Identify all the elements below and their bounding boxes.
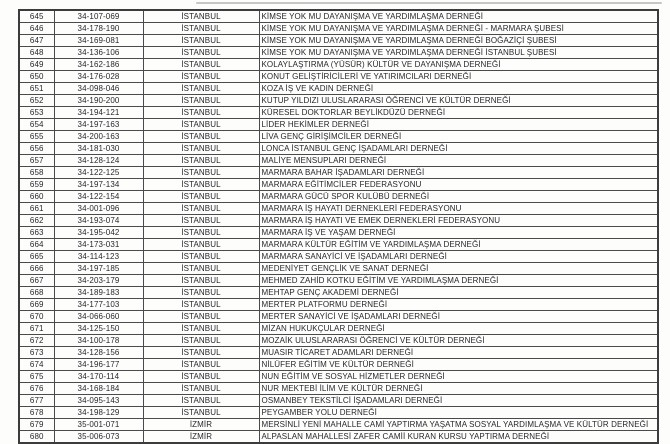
organization-name-cell: MARMARA İŞ HAYATI VE EMEK DERNEKLERİ FEDERASYONU bbox=[259, 215, 658, 227]
row-number-cell: 674 bbox=[19, 359, 54, 371]
organization-name-cell: KİMSE YOK MU DAYANIŞMA VE YARDIMLAŞMA DERNEĞİ İSTANBUL ŞUBESİ bbox=[259, 47, 658, 59]
table-row bbox=[19, 203, 658, 215]
province-cell: İSTANBUL bbox=[143, 83, 259, 95]
registration-code-cell: 34-197-134 bbox=[54, 179, 143, 191]
organization-name-cell: LİDER HEKİMLER DERNEĞİ bbox=[259, 119, 658, 131]
organization-name-cell: NİLÜFER EĞİTİM VE KÜLTÜR DERNEĞİ bbox=[259, 359, 658, 371]
organization-name-cell: KÜRESEL DOKTORLAR BEYLİKDÜZÜ DERNEĞİ bbox=[259, 107, 658, 119]
table-row bbox=[19, 335, 658, 347]
registration-code-cell: 34-169-081 bbox=[54, 35, 143, 47]
province-cell: İSTANBUL bbox=[143, 10, 259, 23]
row-number-cell: 678 bbox=[19, 407, 54, 419]
organization-name-cell: MUASIR TİCARET ADAMLARI DERNEĞİ bbox=[259, 347, 658, 359]
table-row bbox=[19, 287, 658, 299]
table-row bbox=[19, 83, 658, 95]
row-number-cell: 671 bbox=[19, 323, 54, 335]
row-number-cell: 663 bbox=[19, 227, 54, 239]
registration-code-cell: 34-098-046 bbox=[54, 83, 143, 95]
organization-name-cell: ALPASLAN MAHALLESİ ZAFER CAMİİ KURAN KURSU YAPTIRMA DERNEĞİ bbox=[259, 431, 658, 444]
organization-name-cell: MARMARA İŞ HAYATI DERNEKLERİ FEDERASYONU bbox=[259, 203, 658, 215]
province-cell: İSTANBUL bbox=[143, 335, 259, 347]
province-cell: İSTANBUL bbox=[143, 119, 259, 131]
registration-code-cell: 34-196-177 bbox=[54, 359, 143, 371]
organization-name-cell: NUN EĞİTİM VE SOSYAL HİZMETLER DERNEĞİ bbox=[259, 371, 658, 383]
table-row bbox=[19, 323, 658, 335]
organization-name-cell: MERSİNLİ YENİ MAHALLE CAMİ YAPTIRMA YAŞATMA SOSYAL YARDIMLAŞMA VE KÜLTÜR DERNEĞİ bbox=[259, 419, 658, 431]
registration-code-cell: 34-194-121 bbox=[54, 107, 143, 119]
registration-code-cell: 35-006-073 bbox=[54, 431, 143, 444]
province-cell: İSTANBUL bbox=[143, 71, 259, 83]
table-row bbox=[19, 371, 658, 383]
scan-artifact-line bbox=[196, 2, 662, 4]
registration-code-cell: 34-114-123 bbox=[54, 251, 143, 263]
registration-code-cell: 34-162-186 bbox=[54, 59, 143, 71]
table-row bbox=[19, 419, 658, 431]
registration-code-cell: 34-107-069 bbox=[54, 10, 143, 23]
province-cell: İSTANBUL bbox=[143, 179, 259, 191]
row-number-cell: 673 bbox=[19, 347, 54, 359]
organizations-table bbox=[18, 9, 659, 444]
province-cell: İSTANBUL bbox=[143, 95, 259, 107]
province-cell: İSTANBUL bbox=[143, 203, 259, 215]
organization-name-cell: KOZA İŞ VE KADIN DERNEĞİ bbox=[259, 83, 658, 95]
registration-code-cell: 34-095-143 bbox=[54, 395, 143, 407]
table-row bbox=[19, 107, 658, 119]
row-number-cell: 646 bbox=[19, 23, 54, 35]
province-cell: İSTANBUL bbox=[143, 23, 259, 35]
table-row bbox=[19, 191, 658, 203]
row-number-cell: 672 bbox=[19, 335, 54, 347]
registration-code-cell: 34-066-060 bbox=[54, 311, 143, 323]
province-cell: İSTANBUL bbox=[143, 311, 259, 323]
row-number-cell: 668 bbox=[19, 287, 54, 299]
province-cell: İSTANBUL bbox=[143, 323, 259, 335]
organization-name-cell: KİMSE YOK MU DAYANIŞMA VE YARDIMLAŞMA DERNEĞİ bbox=[259, 10, 658, 23]
row-number-cell: 648 bbox=[19, 47, 54, 59]
row-number-cell: 667 bbox=[19, 275, 54, 287]
registration-code-cell: 34-176-028 bbox=[54, 71, 143, 83]
row-number-cell: 662 bbox=[19, 215, 54, 227]
province-cell: İSTANBUL bbox=[143, 359, 259, 371]
row-number-cell: 677 bbox=[19, 395, 54, 407]
province-cell: İSTANBUL bbox=[143, 239, 259, 251]
province-cell: İSTANBUL bbox=[143, 395, 259, 407]
table-row bbox=[19, 299, 658, 311]
row-number-cell: 650 bbox=[19, 71, 54, 83]
row-number-cell: 679 bbox=[19, 419, 54, 431]
registration-code-cell: 34-136-106 bbox=[54, 47, 143, 59]
table-row bbox=[19, 59, 658, 71]
table-row bbox=[19, 131, 658, 143]
organization-name-cell: PEYGAMBER YOLU DERNEĞİ bbox=[259, 407, 658, 419]
registration-code-cell: 34-122-125 bbox=[54, 167, 143, 179]
organization-name-cell: KİMSE YOK MU DAYANIŞMA VE YARDIMLAŞMA DERNEĞİ - MARMARA ŞUBESİ bbox=[259, 23, 658, 35]
registration-code-cell: 34-181-030 bbox=[54, 143, 143, 155]
province-cell: İSTANBUL bbox=[143, 131, 259, 143]
table-row bbox=[19, 347, 658, 359]
table-row bbox=[19, 239, 658, 251]
organization-name-cell: NUR MEKTEBİ İLİM VE KÜLTÜR DERNEĞİ bbox=[259, 383, 658, 395]
province-cell: İSTANBUL bbox=[143, 191, 259, 203]
province-cell: İSTANBUL bbox=[143, 275, 259, 287]
table-row bbox=[19, 431, 658, 444]
row-number-cell: 659 bbox=[19, 179, 54, 191]
row-number-cell: 655 bbox=[19, 131, 54, 143]
province-cell: İSTANBUL bbox=[143, 383, 259, 395]
registration-code-cell: 34-100-178 bbox=[54, 335, 143, 347]
organization-name-cell: MEHMED ZAHİD KOTKU EĞİTİM VE YARDIMLAŞMA DERNEĞİ bbox=[259, 275, 658, 287]
organization-name-cell: MARMARA SANAYİCİ VE İŞADAMLARI DERNEĞİ bbox=[259, 251, 658, 263]
organization-name-cell: MARMARA GÜCÜ SPOR KULÜBÜ DERNEĞİ bbox=[259, 191, 658, 203]
organization-name-cell: MERTER SANAYİCİ VE İŞADAMLARI DERNEĞİ bbox=[259, 311, 658, 323]
organization-name-cell: MİZAN HUKUKÇULAR DERNEĞİ bbox=[259, 323, 658, 335]
organizations-table-body bbox=[19, 10, 658, 443]
table-row bbox=[19, 179, 658, 191]
row-number-cell: 653 bbox=[19, 107, 54, 119]
table-row bbox=[19, 95, 658, 107]
row-number-cell: 657 bbox=[19, 155, 54, 167]
province-cell: İSTANBUL bbox=[143, 299, 259, 311]
registration-code-cell: 34-128-156 bbox=[54, 347, 143, 359]
registration-code-cell: 34-168-184 bbox=[54, 383, 143, 395]
registration-code-cell: 34-195-042 bbox=[54, 227, 143, 239]
province-cell: İSTANBUL bbox=[143, 371, 259, 383]
row-number-cell: 654 bbox=[19, 119, 54, 131]
registration-code-cell: 34-198-129 bbox=[54, 407, 143, 419]
province-cell: İSTANBUL bbox=[143, 227, 259, 239]
organization-name-cell: LONCA İSTANBUL GENÇ İŞADAMLARI DERNEĞİ bbox=[259, 143, 658, 155]
row-number-cell: 651 bbox=[19, 83, 54, 95]
province-cell: İSTANBUL bbox=[143, 35, 259, 47]
registration-code-cell: 34-189-183 bbox=[54, 287, 143, 299]
registration-code-cell: 35-001-071 bbox=[54, 419, 143, 431]
row-number-cell: 652 bbox=[19, 95, 54, 107]
organization-name-cell: LİVA GENÇ GİRİŞİMCİLER DERNEĞİ bbox=[259, 131, 658, 143]
table-row bbox=[19, 227, 658, 239]
province-cell: İSTANBUL bbox=[143, 263, 259, 275]
table-row bbox=[19, 263, 658, 275]
province-cell: İSTANBUL bbox=[143, 59, 259, 71]
registration-code-cell: 34-190-200 bbox=[54, 95, 143, 107]
registration-code-cell: 34-122-154 bbox=[54, 191, 143, 203]
organization-name-cell: MARMARA İŞ VE YAŞAM DERNEĞİ bbox=[259, 227, 658, 239]
row-number-cell: 649 bbox=[19, 59, 54, 71]
row-number-cell: 675 bbox=[19, 371, 54, 383]
table-row bbox=[19, 119, 658, 131]
organization-name-cell: MALİYE MENSUPLARI DERNEĞİ bbox=[259, 155, 658, 167]
row-number-cell: 680 bbox=[19, 431, 54, 444]
organization-name-cell: MERTER PLATFORMU DERNEĞİ bbox=[259, 299, 658, 311]
organization-name-cell: MOZAİK ULUSLARARASI ÖĞRENCİ VE KÜLTÜR DERNEĞİ bbox=[259, 335, 658, 347]
registration-code-cell: 34-128-124 bbox=[54, 155, 143, 167]
organization-name-cell: KUTUP YILDIZI ULUSLARARASI ÖĞRENCİ VE KÜLTÜR DERNEĞİ bbox=[259, 95, 658, 107]
row-number-cell: 664 bbox=[19, 239, 54, 251]
province-cell: İSTANBUL bbox=[143, 155, 259, 167]
registration-code-cell: 34-193-074 bbox=[54, 215, 143, 227]
registration-code-cell: 34-200-163 bbox=[54, 131, 143, 143]
registration-code-cell: 34-197-185 bbox=[54, 263, 143, 275]
province-cell: İSTANBUL bbox=[143, 347, 259, 359]
row-number-cell: 665 bbox=[19, 251, 54, 263]
province-cell: İSTANBUL bbox=[143, 287, 259, 299]
registration-code-cell: 34-203-179 bbox=[54, 275, 143, 287]
row-number-cell: 670 bbox=[19, 311, 54, 323]
organization-name-cell: KONUT GELİŞTİRİCİLERİ VE YATIRIMCILARI DERNEĞİ bbox=[259, 71, 658, 83]
table-row bbox=[19, 215, 658, 227]
table-row bbox=[19, 23, 658, 35]
table-row bbox=[19, 359, 658, 371]
province-cell: İSTANBUL bbox=[143, 107, 259, 119]
registration-code-cell: 34-173-031 bbox=[54, 239, 143, 251]
table-row bbox=[19, 275, 658, 287]
registration-code-cell: 34-170-114 bbox=[54, 371, 143, 383]
table-row bbox=[19, 311, 658, 323]
organization-name-cell: OSMANBEY TEKSTİLCİ İŞADAMLARI DERNEĞİ bbox=[259, 395, 658, 407]
table-row bbox=[19, 383, 658, 395]
table-row bbox=[19, 47, 658, 59]
province-cell: İZMİR bbox=[143, 431, 259, 444]
organization-name-cell: MEDENİYET GENÇLİK VE SANAT DERNEĞİ bbox=[259, 263, 658, 275]
registration-code-cell: 34-177-103 bbox=[54, 299, 143, 311]
province-cell: İSTANBUL bbox=[143, 407, 259, 419]
organization-name-cell: MEHTAP GENÇ AKADEMİ DERNEĞİ bbox=[259, 287, 658, 299]
table-row bbox=[19, 395, 658, 407]
table-row bbox=[19, 35, 658, 47]
table-row bbox=[19, 407, 658, 419]
organization-name-cell: MARMARA EĞİTİMCİLER FEDERASYONU bbox=[259, 179, 658, 191]
province-cell: İSTANBUL bbox=[143, 215, 259, 227]
registration-code-cell: 34-001-096 bbox=[54, 203, 143, 215]
row-number-cell: 647 bbox=[19, 35, 54, 47]
province-cell: İSTANBUL bbox=[143, 167, 259, 179]
table-row bbox=[19, 71, 658, 83]
row-number-cell: 666 bbox=[19, 263, 54, 275]
registration-code-cell: 34-178-190 bbox=[54, 23, 143, 35]
row-number-cell: 656 bbox=[19, 143, 54, 155]
row-number-cell: 645 bbox=[19, 10, 54, 23]
row-number-cell: 676 bbox=[19, 383, 54, 395]
table-row bbox=[19, 10, 658, 23]
row-number-cell: 661 bbox=[19, 203, 54, 215]
table-row bbox=[19, 167, 658, 179]
table-row bbox=[19, 143, 658, 155]
registration-code-cell: 34-197-163 bbox=[54, 119, 143, 131]
province-cell: İZMİR bbox=[143, 419, 259, 431]
province-cell: İSTANBUL bbox=[143, 251, 259, 263]
table-row bbox=[19, 155, 658, 167]
row-number-cell: 658 bbox=[19, 167, 54, 179]
province-cell: İSTANBUL bbox=[143, 47, 259, 59]
row-number-cell: 669 bbox=[19, 299, 54, 311]
organization-name-cell: MARMARA KÜLTÜR EĞİTİM VE YARDIMLAŞMA DERNEĞİ bbox=[259, 239, 658, 251]
organization-name-cell: MARMARA BAHAR İŞADAMLARI DERNEĞİ bbox=[259, 167, 658, 179]
row-number-cell: 660 bbox=[19, 191, 54, 203]
organization-name-cell: KİMSE YOK MU DAYANIŞMA VE YARDIMLAŞMA DERNEĞİ BOĞAZİÇİ ŞUBESİ bbox=[259, 35, 658, 47]
table-row bbox=[19, 251, 658, 263]
province-cell: İSTANBUL bbox=[143, 143, 259, 155]
organization-name-cell: KOLAYLAŞTIRMA (YÜSÜR) KÜLTÜR VE DAYANIŞMA DERNEĞİ bbox=[259, 59, 658, 71]
registration-code-cell: 34-125-150 bbox=[54, 323, 143, 335]
